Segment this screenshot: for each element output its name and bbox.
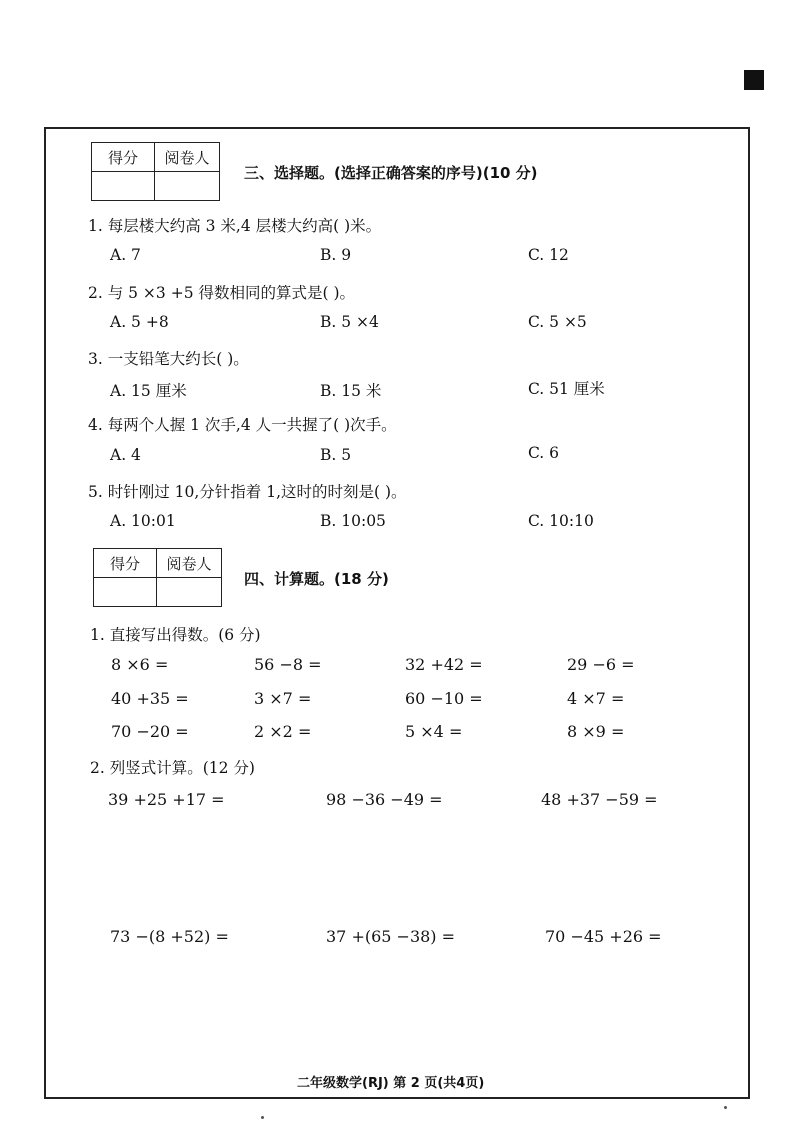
score-header: 得分 [92, 143, 155, 172]
calc-item: 56 −8 = [254, 655, 322, 674]
vertical-calc-item: 37 +(65 −38) = [326, 927, 456, 946]
calc-item: 2 ×2 = [254, 722, 312, 741]
q1-option-b: B. 9 [320, 246, 352, 264]
q3-option-a: A. 15 厘米 [110, 382, 187, 400]
q2-option-a: A. 5 +8 [110, 313, 169, 331]
score-table-section3 [91, 142, 220, 201]
calc-item: 4 ×7 = [567, 689, 625, 708]
q3-option-c: C. 51 厘米 [528, 380, 605, 398]
calc-item: 60 −10 = [405, 689, 483, 708]
q4-option-a: A. 4 [110, 446, 141, 464]
calc-item: 3 ×7 = [254, 689, 312, 708]
grader-header: 阅卷人 [155, 143, 220, 172]
calc-item: 40 +35 = [111, 689, 189, 708]
score-cell[interactable] [92, 172, 155, 201]
calc-item: 70 −20 = [111, 722, 189, 741]
part1-title: 1. 直接写出得数。(6 分) [90, 626, 261, 644]
section4-heading: 四、计算题。(18 分) [244, 570, 389, 588]
scan-speck [261, 1116, 264, 1119]
calc-item: 5 ×4 = [405, 722, 463, 741]
page-footer: 二年级数学(RJ) 第 2 页(共4页) [297, 1076, 485, 1091]
grader-cell[interactable] [157, 578, 222, 607]
question-2: 2. 与 5 ×3 +5 得数相同的算式是( )。 [88, 284, 356, 302]
q5-option-b: B. 10:05 [320, 512, 386, 530]
page-frame-left [44, 127, 46, 1099]
q4-option-b: B. 5 [320, 446, 352, 464]
calc-item: 8 ×9 = [567, 722, 625, 741]
calc-item: 29 −6 = [567, 655, 635, 674]
q2-option-c: C. 5 ×5 [528, 313, 587, 331]
calc-item: 8 ×6 = [111, 655, 169, 674]
question-3: 3. 一支铅笔大约长( )。 [88, 350, 249, 368]
vertical-calc-item: 48 +37 −59 = [541, 790, 658, 809]
question-5: 5. 时针刚过 10,分针指着 1,这时的时刻是( )。 [88, 483, 407, 501]
q1-option-c: C. 12 [528, 246, 569, 264]
score-cell[interactable] [94, 578, 157, 607]
question-4: 4. 每两个人握 1 次手,4 人一共握了( )次手。 [88, 416, 397, 434]
vertical-calc-item: 98 −36 −49 = [326, 790, 443, 809]
question-1: 1. 每层楼大约高 3 米,4 层楼大约高( )米。 [88, 217, 382, 235]
q2-option-b: B. 5 ×4 [320, 313, 379, 331]
page-frame-bottom [44, 1097, 750, 1099]
page-frame-right [748, 127, 750, 1099]
page-frame-top [44, 127, 750, 129]
grader-cell[interactable] [155, 172, 220, 201]
part2-title: 2. 列竖式计算。(12 分) [90, 759, 255, 777]
grader-header: 阅卷人 [157, 549, 222, 578]
q5-option-c: C. 10:10 [528, 512, 594, 530]
q1-option-a: A. 7 [110, 246, 141, 264]
vertical-calc-item: 70 −45 +26 = [545, 927, 662, 946]
vertical-calc-item: 73 −(8 +52) = [110, 927, 229, 946]
section3-heading: 三、选择题。(选择正确答案的序号)(10 分) [244, 164, 538, 182]
q3-option-b: B. 15 米 [320, 382, 382, 400]
vertical-calc-item: 39 +25 +17 = [108, 790, 225, 809]
score-table-section4 [93, 548, 222, 607]
q4-option-c: C. 6 [528, 444, 560, 462]
score-header: 得分 [94, 549, 157, 578]
calc-item: 32 +42 = [405, 655, 483, 674]
corner-mark [744, 70, 764, 90]
scan-speck [724, 1106, 727, 1109]
q5-option-a: A. 10:01 [110, 512, 176, 530]
